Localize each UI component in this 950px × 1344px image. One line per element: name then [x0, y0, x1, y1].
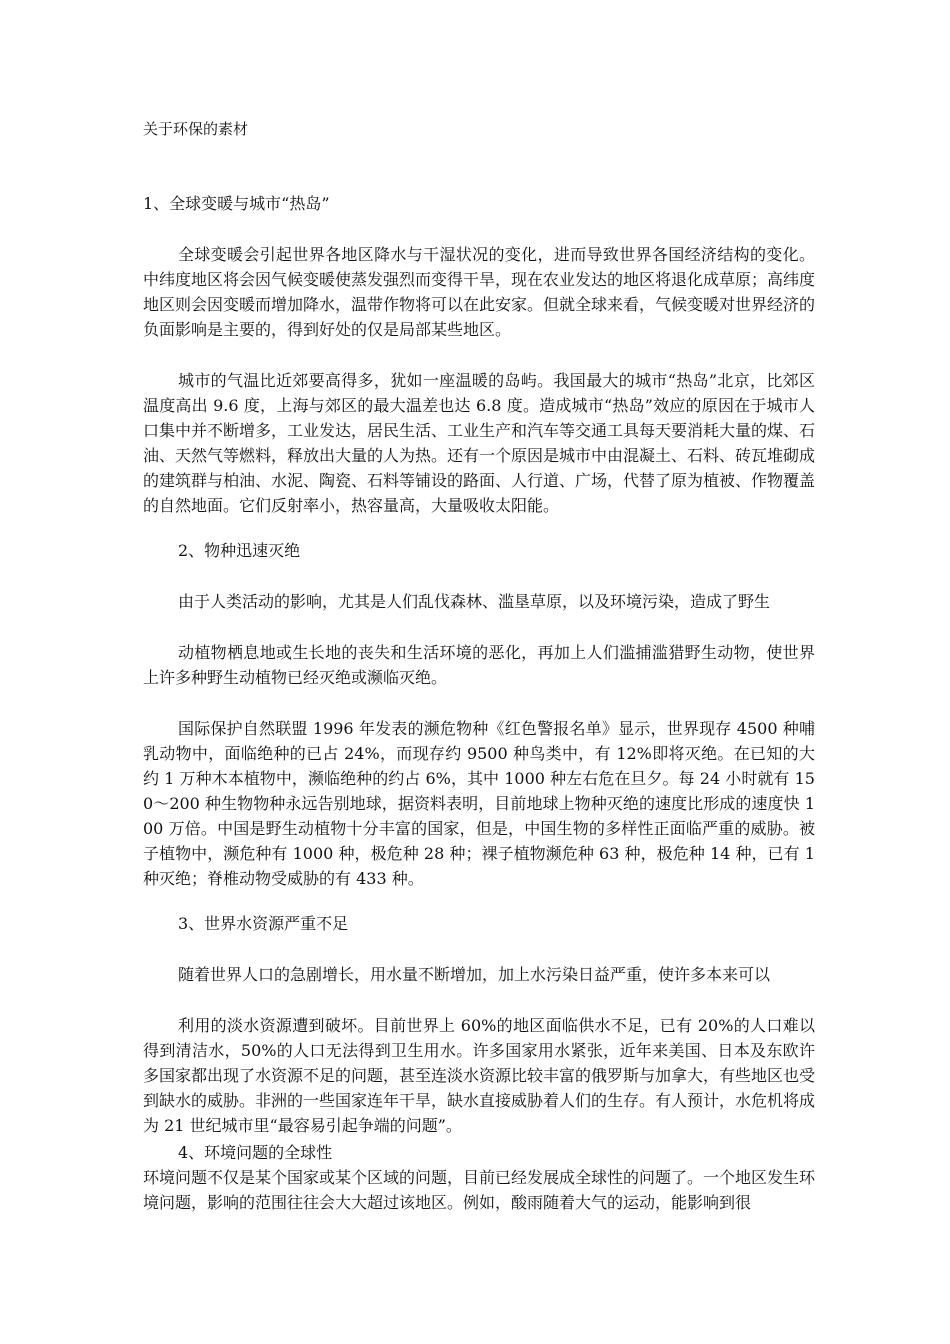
section-heading-2: 2、物种迅速灭绝 [178, 541, 301, 560]
document-title: 关于环保的素材 [143, 120, 249, 138]
paragraph: 环境问题不仅是某个国家或某个区域的问题，目前已经发展成全球性的问题了。一个地区发生环境问题，影响的范围往往会大大超过该地区。例如，酸雨随着大气的运动，能影响到很 [143, 1168, 816, 1212]
document-body [143, 191, 815, 1215]
paragraph: 由于人类活动的影响，尤其是人们乱伐森林、滥垦草原，以及环境污染，造成了野生 [178, 592, 771, 611]
section-heading-1: 1、全球变暖与城市“热岛” [143, 194, 330, 213]
paragraph: 动植物栖息地或生长地的丧失和生活环境的恶化，再加上人们滥捕滥猎野生动物，使世界上许多种野生动植物已经灭绝或濒临灭绝。 [143, 643, 815, 687]
section-heading-4: 4、环境问题的全球性 [178, 1143, 333, 1162]
paragraph: 城市的气温比近郊要高得多，犹如一座温暖的岛屿。我国最大的城市“热岛”北京，比郊区温度高出 9.6 度，上海与郊区的最大温差也达 6.8 度。造成城市“热岛”效应的原因在于城市人口集中并不断增多，工业发达，居民生活、工业生产和汽车等交通工具每天要消耗大量的煤、石油、天然气等燃料，释放出大量的人为热。还有一个原因是城市中由混凝土、石料、砖瓦堆砌成的建筑群与柏油、水泥、陶瓷、石料等铺设的路面、人行道、广场，代替了原为植被、作物覆盖的自然地面。它们反射率小，热容量高，大量吸收太阳能。 [143, 371, 816, 515]
section-heading-3: 3、世界水资源严重不足 [178, 914, 349, 933]
paragraph: 国际保护自然联盟 1996 年发表的濒危物种《红色警报名单》显示，世界现存 4500 种哺乳动物中，面临绝种的已占 24%，而现存约 9500 种鸟类中，有 12%即将灭绝。在已知的大约 1 万种木本植物中，濒临绝种的约占 6%，其中 1000 种左右危在旦夕。每 24 小时就有 150～200 种生物物种永远告别地球，据资料表明，目前地球上物种灭绝的速度比形成的速度快 100 万倍。中国是野生动植物十分丰富的国家，但是，中国生物的多样性正面临严重的威胁。被子植物中，濒危种有 1000 种，极危种 28 种；裸子植物濒危种 63 种，极危种 14 种，已有 1 种灭绝；脊椎动物受威胁的有 433 种。 [143, 719, 815, 888]
paragraph: 利用的淡水资源遭到破坏。目前世界上 60%的地区面临供水不足，已有 20%的人口难以得到清洁水，50%的人口无法得到卫生用水。许多国家用水紧张，近年来美国、日本及东欧许多国家都出现了水资源不足的问题，甚至连淡水资源比较丰富的俄罗斯与加拿大，有些地区也受到缺水的威胁。非洲的一些国家连年干旱，缺水直接威胁着人们的生存。有人预计，水危机将成为 21 世纪城市里“最容易引起争端的问题”。 [143, 1016, 816, 1135]
paragraph: 全球变暖会引起世界各地区降水与干湿状况的变化，进而导致世界各国经济结构的变化。中纬度地区将会因气候变暖使蒸发强烈而变得干旱，现在农业发达的地区将退化成草原；高纬度地区则会因变暖而增加降水，温带作物将可以在此安家。但就全球来看，气候变暖对世界经济的负面影响是主要的，得到好处的仅是局部某些地区。 [143, 245, 816, 339]
paragraph: 随着世界人口的急剧增长，用水量不断增加，加上水污染日益严重，使许多本来可以 [178, 965, 771, 984]
